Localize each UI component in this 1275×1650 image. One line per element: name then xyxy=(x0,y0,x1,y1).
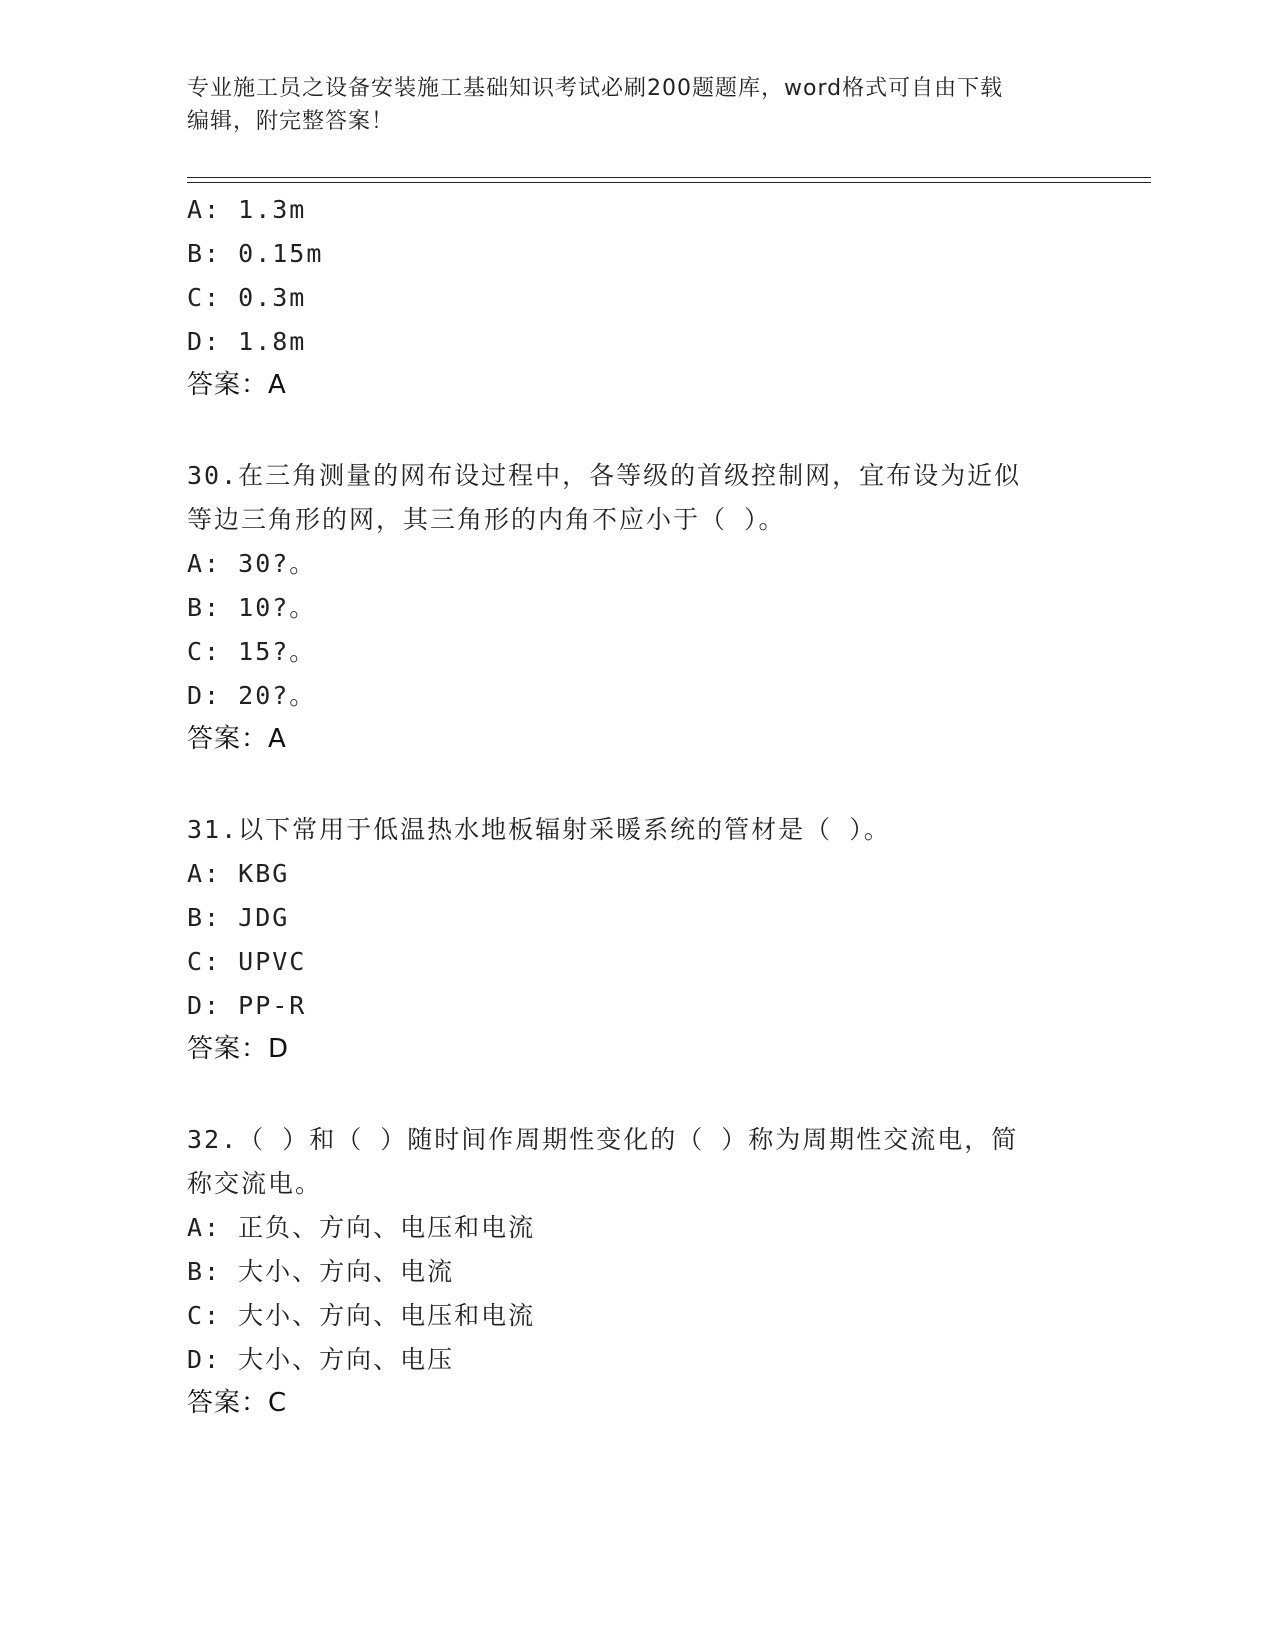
q30-option-a: A: 30?。 xyxy=(187,549,317,578)
header-divider-bottom xyxy=(187,182,1151,183)
q32-option-a: A: 正负、方向、电压和电流 xyxy=(187,1213,536,1242)
q29-option-b: B: 0.15m xyxy=(187,239,324,268)
q30-stem-line-2: 等边三角形的网，其三角形的内角不应小于（ ）。 xyxy=(187,505,786,534)
q31-option-b: B: JDG xyxy=(187,903,290,932)
q30-option-b: B: 10?。 xyxy=(187,593,317,622)
q32-stem-line-1: 32.（ ）和（ ）随时间作周期性变化的（ ）称为周期性交流电，简 xyxy=(187,1125,1019,1154)
q31-answer: 答案：D xyxy=(187,1034,290,1064)
q32-option-c: C: 大小、方向、电压和电流 xyxy=(187,1301,536,1330)
q30-option-c: C: 15?。 xyxy=(187,637,317,666)
header-line-2: 编辑，附完整答案！ xyxy=(187,109,395,134)
q29-option-c: C: 0.3m xyxy=(187,283,307,312)
header-line-1: 专业施工员之设备安装施工基础知识考试必刷200题题库，word格式可自由下载 xyxy=(187,76,1004,101)
q32-answer: 答案：C xyxy=(187,1388,288,1418)
q32-option-d: D: 大小、方向、电压 xyxy=(187,1345,455,1374)
q31-option-a: A: KBG xyxy=(187,859,290,888)
q29-option-a: A: 1.3m xyxy=(187,195,307,224)
q31-stem-line-1: 31.以下常用于低温热水地板辐射采暖系统的管材是（ ）。 xyxy=(187,815,891,844)
q32-option-b: B: 大小、方向、电流 xyxy=(187,1257,455,1286)
q30-answer: 答案：A xyxy=(187,724,287,754)
q29-option-d: D: 1.8m xyxy=(187,327,307,356)
header-divider-top xyxy=(187,177,1151,178)
q31-option-c: C: UPVC xyxy=(187,947,307,976)
q29-answer: 答案：A xyxy=(187,370,287,400)
q30-stem-line-1: 30.在三角测量的网布设过程中，各等级的首级控制网，宜布设为近似 xyxy=(187,461,1022,490)
q30-option-d: D: 20?。 xyxy=(187,681,317,710)
q32-stem-line-2: 称交流电。 xyxy=(187,1169,323,1198)
document-header xyxy=(187,72,1087,138)
q31-option-d: D: PP-R xyxy=(187,991,307,1020)
